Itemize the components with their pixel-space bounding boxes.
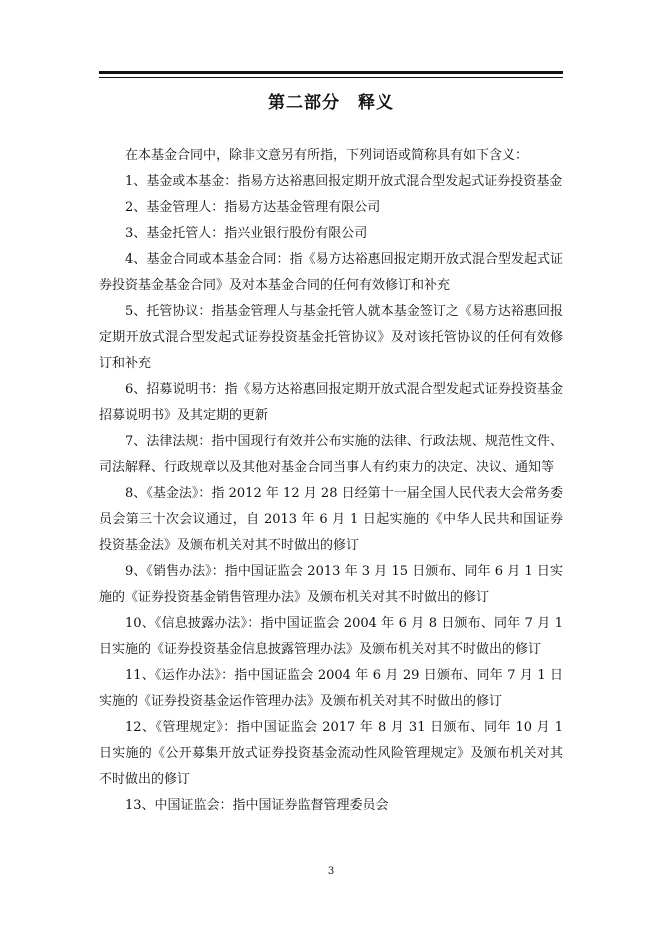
definition-item-13: 13、中国证监会：指中国证券监督管理委员会 [125,798,389,813]
definition-item-5: 5、托管协议：指基金管理人与基金托管人就本基金签订之《易方达裕惠回报定期开放式混合型发起式证券投资基金托管协议》及对该托管协议的任何有效修订和补充 [99,304,563,371]
definition-item-8: 8、《基金法》：指 2012 年 12 月 28 日经第十一届全国人民代表大会常务委员会第三十次会议通过，自 2013 年 6 月 1 日起实施的《中华人民共和国证券投资基金法》及颁布机关对其不时做出的修订 [99,486,563,553]
definition-item-4: 4、基金合同或本基金合同：指《易方达裕惠回报定期开放式混合型发起式证券投资基金基金合同》及对本基金合同的任何有效修订和补充 [99,252,563,293]
definition-item-12: 12、《管理规定》：指中国证监会 2017 年 8 月 31 日颁布、同年 10 月 1 日实施的《公开募集开放式证券投资基金流动性风险管理规定》及颁布机关对其不时做出的修订 [99,720,563,787]
definition-item-6: 6、招募说明书：指《易方达裕惠回报定期开放式混合型发起式证券投资基金招募说明书》及其定期的更新 [99,382,563,423]
definition-item-7: 7、法律法规：指中国现行有效并公布实施的法律、行政法规、规范性文件、司法解释、行政规章以及其他对基金合同当事人有约束力的决定、决议、通知等 [99,434,563,475]
header-rule-thick [99,71,563,74]
definition-item-9: 9、《销售办法》：指中国证监会 2013 年 3 月 15 日颁布、同年 6 月 1 日实施的《证券投资基金销售管理办法》及颁布机关对其不时做出的修订 [99,564,563,605]
definition-item-11: 11、《运作办法》：指中国证监会 2004 年 6 月 29 日颁布、同年 7 月 1 日实施的《证券投资基金运作管理办法》及颁布机关对其不时做出的修订 [99,668,563,709]
section-heading: 第二部分 释义 [268,93,394,113]
definition-item-10: 10、《信息披露办法》：指中国证监会 2004 年 6 月 8 日颁布、同年 7 月 1 日实施的《证券投资基金信息披露管理办法》及颁布机关对其不时做出的修订 [99,616,563,657]
definition-item-1: 1、基金或本基金：指易方达裕惠回报定期开放式混合型发起式证券投资基金 [125,174,563,189]
definitions-body [99,143,563,819]
definition-item-2: 2、基金管理人：指易方达基金管理有限公司 [125,200,381,215]
page-number: 3 [327,866,335,877]
definition-item-3: 3、基金托管人：指兴业银行股份有限公司 [125,226,368,241]
header-rule-thin [99,77,563,78]
intro-paragraph: 在本基金合同中，除非文意另有所指，下列词语或简称具有如下含义： [125,148,529,163]
